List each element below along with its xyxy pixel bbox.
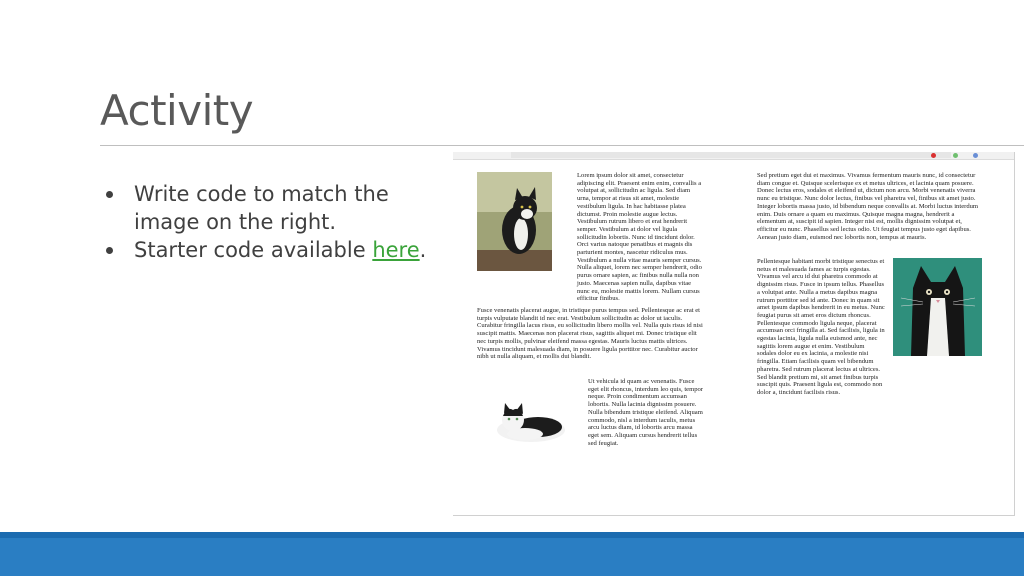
- slide-title: Activity: [100, 86, 254, 135]
- bullet-text-end: .: [419, 238, 427, 262]
- title-divider: [100, 145, 1024, 146]
- article-intro: Lorem ipsum dolor sit amet, consectetur adipiscing elit. Praesent enim enim, convallis a volutpat at, sollicitudin ac ligula. Sed diam urna, tempor at risus sit amet, molestie vestibulum ligula. In hac habitasse platea dictumst. Proin molestie augue lectus. Vestibulum rutrum libero et erat hendrerit semper. Vestibulum at dolor vel ligula sollicitudin lobortis. Nunc id tincidunt dolor. Orci varius natoque penatibus et magnis dis parturient montes, nascetur ridiculus mus. Vestibulum a nulla vitae mauris semper cursus. Nulla aliquet, lorem nec semper hendrerit, odio purus ornare sapien, ac finibus nulla nulla non justo. Maecenas sapien nulla, dapibus vitae nunc eu, molestie mattis lorem. Nullam cursus efficitur finibus.: [577, 172, 702, 303]
- cat-photo-sitting: [477, 172, 552, 271]
- article-paragraph-wrapped: Ut vehicula id quam ac venenatis. Fusce eget elit rhoncus, interdum leo quis, tempor neque. Proin condimentum accumsan lobortis. Nulla lacinia dignissim posuere. Nulla bibendum tristique eleifend. Aliquam commodo, nisl a interdum iaculis, metus arcu luctus diam, id lobortis arcu massa eget sem. Aliquam cursus hendrerit tellus sed feugiat.: [588, 378, 703, 447]
- cat-photo-lying: [483, 380, 573, 452]
- slide-footer-bar: [0, 532, 1024, 576]
- bullet-item: [104, 236, 434, 264]
- address-bar: [511, 152, 951, 158]
- slide-footer-accent: [0, 532, 1024, 538]
- bullet-text: Starter code available: [134, 238, 373, 262]
- extension-icon: [953, 153, 958, 158]
- cat-illustration: [893, 258, 982, 356]
- extension-icon: [973, 153, 978, 158]
- bullet-dot-icon: [106, 191, 113, 198]
- starter-code-link[interactable]: here: [372, 238, 420, 262]
- article-column-right: Sed pretium eget dui et maximus. Vivamus fermentum mauris nunc, id consectetur diam congue et. Quisque scelerisque ex et metus ultrices, et lacinia quam posuere. Donec lectus eros, sodales et eleifend ut, dictum non arcu. Morbi venenatis viverra nunc eu tristique. Nunc dolor lectus, finibus vel pharetra vel, finibus sit amet justo. Integer lobortis massa justo, id bibendum neque convallis at. Morbi luctus interdum enim. Duis ornare a quam eu maximus. Quisque magna magna, hendrerit a elementum at, suscipit id sapien. Integer nisi est, mollis dignissim volutpat et, efficitur eu nunc. Phasellus sed lectus odio. Ut feugiat tempus justo eget dapibus. Aenean justo diam, euismod nec lobortis non, tempus at mauris.: [757, 172, 979, 241]
- article-paragraph-floated: Pellentesque habitant morbi tristique senectus et netus et malesuada fames ac turpis egestas. Vivamus vel arcu id dui pharetra commodo at dignissim risus. Fusce in ipsum tellus. Phasellus a volutpat ante. Nulla a metus dapibus magna rutrum porttitor sed id ante. Donec in quam sit amet ipsum dapibus hendrerit in eu metus. Nunc feugiat purus sit amet eros dictum rhoncus. Pellentesque commodo ligula neque, placerat accumsan orci fringilla at. Sed facilisis, ligula in egestas lacinia, ligula nulla euismod ante, nec sagittis lorem augue et enim. Vestibulum sodales dolor eu ex lacinia, a molestie nisi fringilla. Etiam facilisis quam vel bibendum pharetra. Sed rutrum placerat lectus at ultrices. Sed blandit pretium mi, sit amet finibus turpis suscipit quis. Praesent ligula est, commodo non dolor a, tincidunt facilisis risus.: [757, 258, 885, 396]
- article-paragraph: Fusce venenatis placerat augue, in tristique purus tempus sed. Pellentesque ac erat et turpis vulputate blandit id nec erat. Vestibulum sollicitudin ac dolor ut iaculis. Curabitur fringilla lacus risus, eu sollicitudin libero mollis vel. Nulla quis risus id nisi suscipit mattis. Maecenas non placerat risus, sagittis aliquet mi. Donec tristique elit nec turpis mollis, pulvinar eleifend massa egestas. Mauris luctus mattis ultrices. Vivamus tincidunt malesuada diam, in posuere ligula porttitor nec. Curabitur auctor nibh ut nulla aliquam, et mollis dui blandit.: [477, 307, 703, 361]
- bullet-text: Write code to match the image on the right.: [134, 182, 389, 234]
- extension-icon: [931, 153, 936, 158]
- browser-toolbar: [453, 152, 1015, 160]
- webpage-screenshot: [453, 152, 1015, 516]
- bullet-list: [104, 180, 434, 264]
- bullet-dot-icon: [106, 247, 113, 254]
- bullet-item: [104, 180, 434, 236]
